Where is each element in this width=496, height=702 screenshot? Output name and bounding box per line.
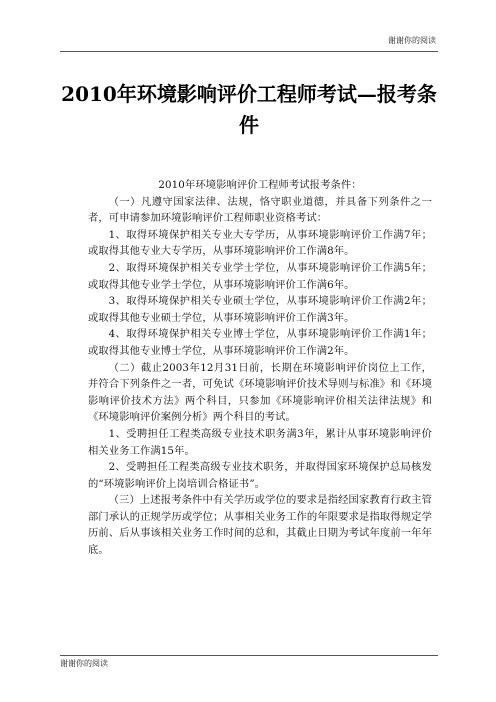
- condition-2-paragraph: 2、取得环境保护相关专业学士学位，从事环境影响评价工作满5年；或取得其他专业学士学位，从事环境影响评价工作满6年。: [88, 261, 432, 291]
- exemption-1-paragraph: 1、受聘担任工程类高级专业技术职务满3年，累计从事环境影响评价相关业务工作满15年。: [88, 427, 432, 457]
- document-body: [88, 177, 432, 559]
- exemption-2-paragraph: 2、受聘担任工程类高级专业技术职务，并取得国家环境保护总局核发的“环境影响评价上岗培训合格证书”。: [88, 461, 432, 490]
- page-header-text: 谢谢你的阅读: [388, 36, 436, 45]
- page-footer-text: 谢谢你的阅读: [60, 659, 108, 668]
- intro-line: 2010年环境影响评价工程师考试报考条件：: [158, 179, 362, 191]
- condition-3-paragraph: 3、取得环境保护相关专业硕士学位，从事环境影响评价工作满2年；或取得其他专业硕士学位，从事环境影响评价工作满3年。: [88, 295, 432, 324]
- section-3-paragraph: （三）上述报考条件中有关学历或学位的要求是指经国家教育行政主管部门承认的正规学历或学位；从事相关业务工作的年限要求是指取得规定学历前、后从事该相关业务工作时间的总和，其截止日期为考试年度前一年年底。: [88, 494, 432, 557]
- footer-divider: [60, 655, 438, 656]
- condition-1-paragraph: 1、取得环境保护相关专业大专学历，从事环境影响评价工作满7年；或取得其他专业大专学历，从事环境影响评价工作满8年。: [88, 228, 432, 258]
- section-2-paragraph: （二）截止2003年12月31日前，长期在环境影响评价岗位上工作，并符合下列条件之一者，可免试《环境影响评价技术导则与标准》和《环境影响评价技术方法》两个科目，只参加《环境影响评价相关法律法规》和《环境影响评价案例分析》两个科目的考试。: [88, 361, 432, 424]
- section-1-paragraph: （一）凡遵守国家法律、法规，恪守职业道德，并具备下列条件之一者，可申请参加环境影响评价工程师职业资格考试：: [88, 195, 432, 225]
- header-divider: [60, 51, 438, 52]
- condition-4-paragraph: 4、取得环境保护相关专业博士学位，从事环境影响评价工作满1年；或取得其他专业博士学位，从事环境影响评价工作满2年。: [88, 328, 432, 357]
- document-title: 2010年环境影响评价工程师考试—报考条件: [61, 82, 437, 137]
